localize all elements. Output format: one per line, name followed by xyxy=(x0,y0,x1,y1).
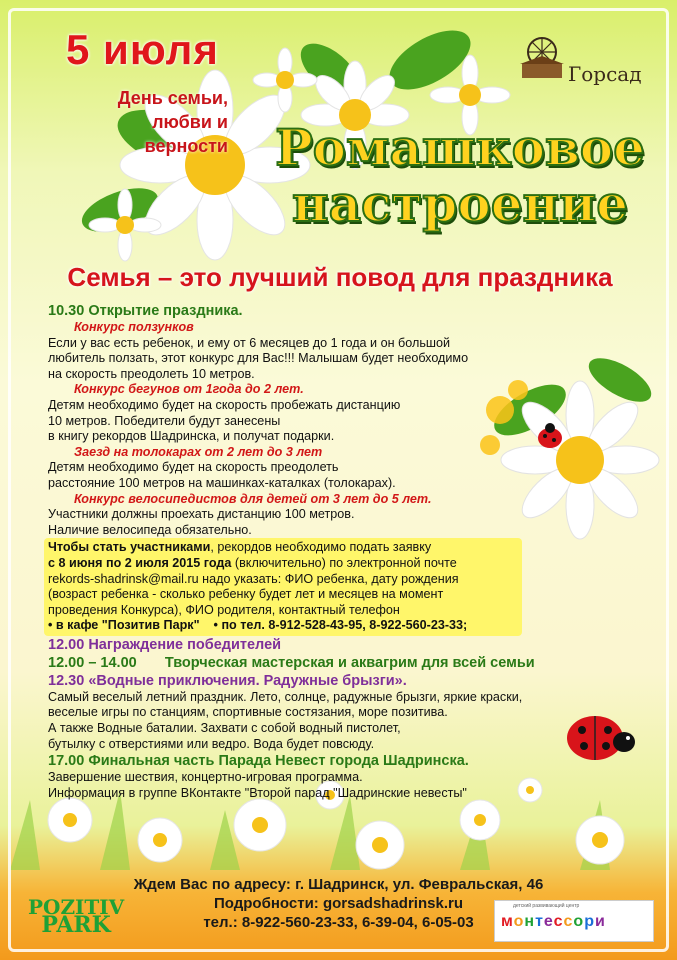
registration-text: , рекордов необходимо подать заявку xyxy=(210,540,432,555)
montessori-letter: с xyxy=(553,913,564,930)
registration-line xyxy=(48,540,518,556)
registration-email-line: rekords-shadrinsk@mail.ru надо указать: ФИО ребенка, дату рождения xyxy=(48,571,459,586)
montessori-caption: детский развивающий центр xyxy=(513,903,580,909)
opening-heading: 10.30 Открытие праздника. xyxy=(48,303,243,319)
program-schedule xyxy=(48,302,608,801)
text-line: в книгу рекордов Шадринска, и получат подарки. xyxy=(48,429,335,444)
gorsad-logo-text: Горсад xyxy=(568,62,642,86)
text-line: Детям необходимо будет на скорость преодолеть xyxy=(48,460,339,475)
text-line: Завершение шествия, концертно-игровая программа. xyxy=(48,770,363,785)
gorsad-logo-icon xyxy=(518,34,566,80)
montessori-word xyxy=(501,913,606,931)
text-line: бутылку с отверстиями или ведро. Вода будет повсюду. xyxy=(48,736,375,751)
montessori-letter: о xyxy=(573,913,585,930)
text-line: расстояние 100 метров на машинках-каталках (толокарах). xyxy=(48,475,396,490)
cart-race-title: Заезд на толокарах от 2 лет до 3 лет xyxy=(74,444,323,459)
poster-title-line2: настроение xyxy=(291,174,629,233)
pozitiv-park-logo xyxy=(28,895,125,938)
registration-line: (возраст ребенка - сколько ребенку будет лет и месяцев на момент xyxy=(48,587,444,602)
run-contest-title: Конкурс бегунов от 1года до 2 лет. xyxy=(74,382,304,397)
parade-text xyxy=(48,770,608,801)
crawl-contest-title: Конкурс ползунков xyxy=(74,320,194,334)
text-line: Самый веселый летний праздник. Лето, солнце, радужные брызги, яркие краски, xyxy=(48,689,523,704)
poster-title-line1: Ромашковое xyxy=(275,118,645,177)
poster-motto: Семья – это лучший повод для праздника xyxy=(67,262,613,292)
text-line: Наличие велосипеда обязательно. xyxy=(48,522,252,537)
bike-contest-text xyxy=(48,507,608,538)
text-line: А также Водные баталии. Захвати с собой водный пистолет, xyxy=(48,721,401,736)
cart-race-text xyxy=(48,460,608,491)
text-line: веселые игры по станциям, спортивные состязания, море позитива. xyxy=(48,705,448,720)
montessori-letter: р xyxy=(584,913,595,930)
workshop-heading xyxy=(48,654,608,672)
registration-bold: Чтобы стать участниками xyxy=(48,540,211,555)
holiday-subtitle-line1: День семьи, xyxy=(117,88,228,108)
montessori-letter: о xyxy=(513,913,525,930)
text-line: Информация в группе ВКонтакте "Второй парад "Шадринские невесты" xyxy=(48,785,467,800)
registration-contacts xyxy=(48,618,518,634)
registration-info xyxy=(44,538,522,636)
event-date: 5 июля xyxy=(66,26,219,73)
text-line: Участники должны проехать дистанцию 100 метров. xyxy=(48,507,355,522)
workshop-text: Творческая мастерская и аквагрим для всей семьи xyxy=(164,654,535,671)
footer-address: Ждем Вас по адресу: г. Шадринск, ул. Февральская, 46 xyxy=(133,876,544,893)
pozitiv-park-line1: POZITIV xyxy=(28,895,125,919)
text-line: Детям необходимо будет на скорость пробежать дистанцию xyxy=(48,397,401,412)
water-adventures-heading: 12.30 «Водные приключения. Радужные брызги». xyxy=(48,672,407,689)
pozitiv-park-line2: PARK xyxy=(41,912,111,938)
run-contest-text xyxy=(48,398,608,445)
workshop-time: 12.00 – 14.00 xyxy=(48,654,137,671)
montessori-letter: е xyxy=(543,913,554,930)
holiday-subtitle-line2: любви и верности xyxy=(144,112,228,156)
registration-cafe: • в кафе "Позитив Парк" xyxy=(48,618,200,633)
montessori-letter: т xyxy=(535,913,544,930)
registration-line: проведения Конкурса), ФИО родителя, контактный телефон xyxy=(48,602,400,617)
poster-title xyxy=(260,120,660,232)
registration-text: (включительно) по электронной почте xyxy=(231,555,457,570)
awards-heading: 12.00 Награждение победителей xyxy=(48,636,282,653)
text-line: любитель ползать, этот конкурс для Вас!!! Малышам будет необходимо xyxy=(48,351,469,366)
montessori-letter: с xyxy=(563,913,574,930)
text-line: на скорость преодолеть 10 метров. xyxy=(48,366,255,381)
parade-heading: 17.00 Финальная часть Парада Невест города Шадринска. xyxy=(48,753,469,770)
montessori-logo xyxy=(494,900,654,942)
montessori-letter: и xyxy=(594,913,606,930)
montessori-letter: н xyxy=(524,913,536,930)
bike-contest-title: Конкурс велосипедистов для детей от 3 лет до 5 лет. xyxy=(74,491,432,506)
holiday-subtitle xyxy=(88,86,228,158)
montessori-letter: м xyxy=(501,913,514,930)
text-line: 10 метров. Победители будут занесены xyxy=(48,413,281,428)
registration-dates: с 8 июня по 2 июля 2015 года xyxy=(48,555,232,570)
water-adventures-text xyxy=(48,690,608,752)
footer-details: Подробности: gorsadshadrinsk.ru xyxy=(214,895,463,912)
footer-phones: тел.: 8-922-560-23-33, 6-39-04, 6-05-03 xyxy=(203,914,474,931)
registration-line xyxy=(48,556,518,572)
registration-phone: • по тел. 8-912-528-43-95, 8-922-560-23-33; xyxy=(213,618,468,633)
crawl-contest-text xyxy=(48,336,608,383)
text-line: Если у вас есть ребенок, и ему от 6 месяцев до 1 года и он большой xyxy=(48,335,451,350)
